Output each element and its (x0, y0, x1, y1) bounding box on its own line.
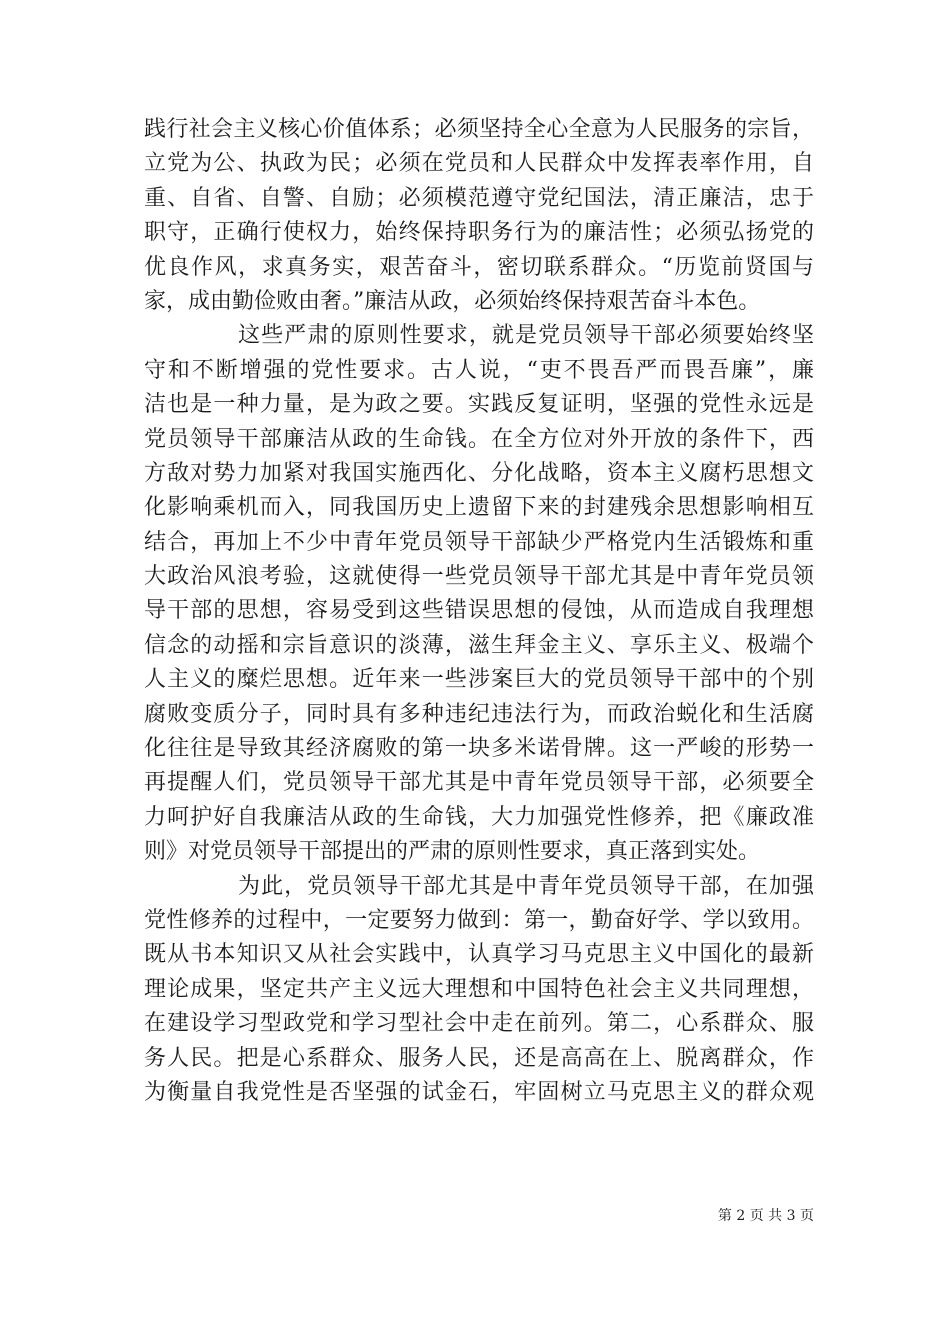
text-line: 信念的动摇和宗旨意识的淡薄，滋生拜金主义、享乐主义、极端个 (144, 632, 814, 658)
text-line: 结合，再加上不少中青年党员领导干部缺少严格党内生活锻炼和重 (144, 529, 814, 555)
text-line: 家，成由勤俭败由奢。”廉洁从政，必须始终保持艰苦奋斗本色。 (144, 288, 761, 314)
text-line: 党性修养的过程中，一定要努力做到：第一，勤奋好学、学以致用。 (144, 907, 814, 933)
text-line: 既从书本知识又从社会实践中，认真学习马克思主义中国化的最新 (144, 942, 814, 968)
text-line: 再提醒人们，党员领导干部尤其是中青年党员领导干部，必须要全 (144, 770, 814, 796)
text-line: 这些严肃的原则性要求，就是党员领导干部必须要始终坚 (238, 323, 814, 349)
text-line: 方敌对势力加紧对我国实施西化、分化战略，资本主义腐朽思想文 (144, 460, 814, 486)
text-line: 优良作风，求真务实，艰苦奋斗，密切联系群众。“历览前贤国与 (144, 254, 814, 280)
text-line: 在建设学习型政党和学习型社会中走在前列。第二，心系群众、服 (144, 1011, 814, 1037)
text-line: 理论成果，坚定共产主义远大理想和中国特色社会主义共同理想， (144, 976, 814, 1002)
text-line: 大政治风浪考验，这就使得一些党员领导干部尤其是中青年党员领 (144, 564, 814, 590)
text-line: 则》对党员领导干部提出的严肃的原则性要求，真正落到实处。 (144, 839, 761, 865)
text-line: 力呵护好自我廉洁从政的生命钱，大力加强党性修养，把《廉政准 (144, 804, 814, 830)
body-text (144, 113, 814, 1110)
text-line: 守和不断增强的党性要求。古人说，“吏不畏吾严而畏吾廉”，廉 (144, 357, 814, 383)
text-line: 职守，正确行使权力，始终保持职务行为的廉洁性；必须弘扬党的 (144, 220, 814, 246)
text-line: 立党为公、执政为民；必须在党员和人民群众中发挥表率作用，自 (144, 151, 814, 177)
text-line: 务人民。把是心系群众、服务人民，还是高高在上、脱离群众，作 (144, 1045, 814, 1071)
text-line: 化往往是导致其经济腐败的第一块多米诺骨牌。这一严峻的形势一 (144, 736, 814, 762)
text-line: 腐败变质分子，同时具有多种违纪违法行为，而政治蜕化和生活腐 (144, 701, 814, 727)
text-line: 人主义的糜烂思想。近年来一些涉案巨大的党员领导干部中的个别 (144, 667, 814, 693)
text-line: 导干部的思想，容易受到这些错误思想的侵蚀，从而造成自我理想 (144, 598, 814, 624)
text-line: 重、自省、自警、自励；必须模范遵守党纪国法，清正廉洁，忠于 (144, 185, 814, 211)
text-line: 践行社会主义核心价值体系；必须坚持全心全意为人民服务的宗旨， (144, 117, 814, 142)
text-line: 党员领导干部廉洁从政的生命钱。在全方位对外开放的条件下，西 (144, 426, 814, 452)
text-line: 为此，党员领导干部尤其是中青年党员领导干部，在加强 (238, 873, 814, 899)
text-line: 洁也是一种力量，是为政之要。实践反复证明，坚强的党性永远是 (144, 392, 814, 418)
page-number-footer: 第 2 页 共 3 页 (717, 1208, 814, 1224)
text-line: 为衡量自我党性是否坚强的试金石，牢固树立马克思主义的群众观 (144, 1079, 814, 1105)
text-line: 化影响乘机而入，同我国历史上遗留下来的封建残余思想影响相互 (144, 495, 814, 521)
